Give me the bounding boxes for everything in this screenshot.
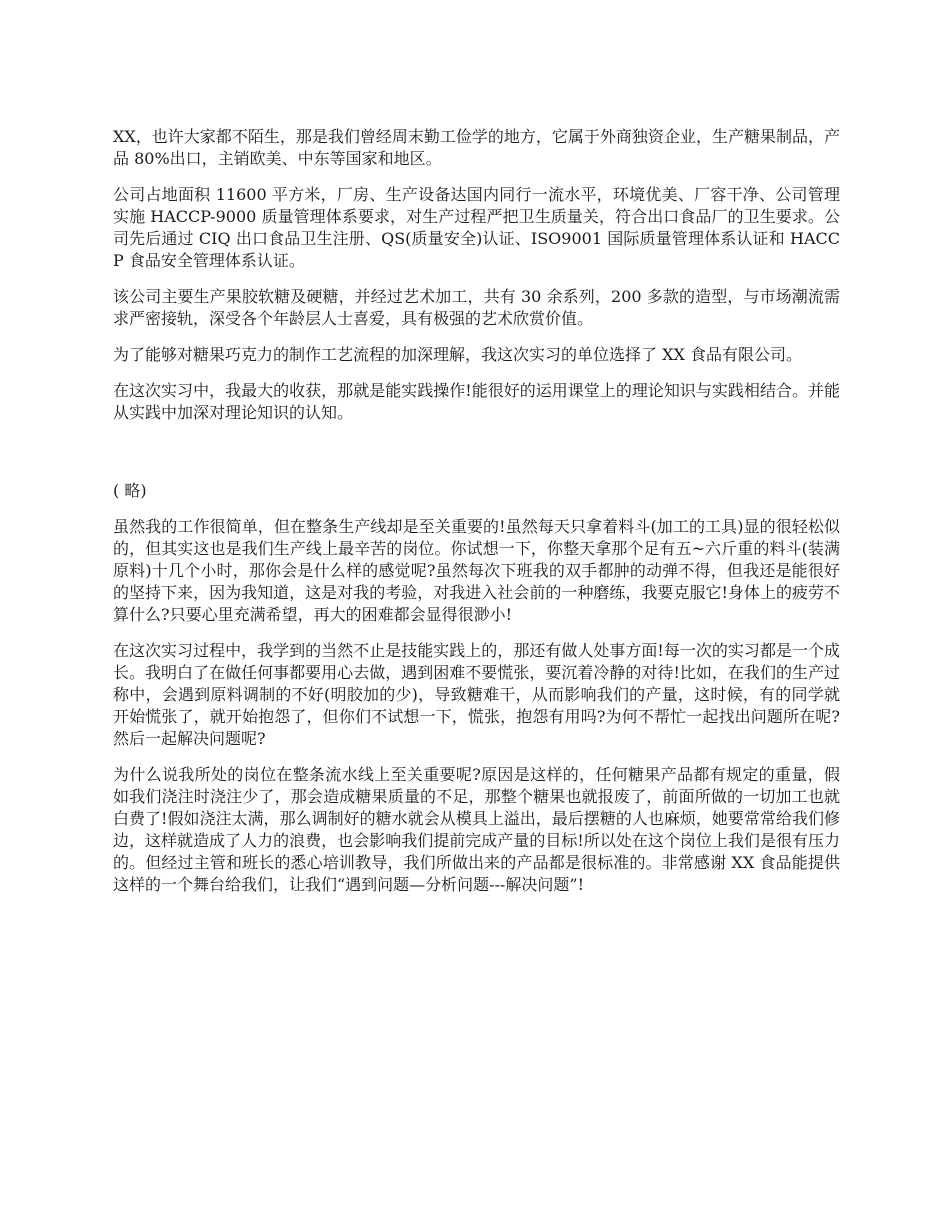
- intro-paragraph-internship-unit: 为了能够对糖果巧克力的制作工艺流程的加深理解，我这次实习的单位选择了 XX 食品有限公司。: [113, 345, 802, 364]
- body-paragraph-work: 虽然我的工作很简单，但在整条生产线却是至关重要的!虽然每天只拿着料斗(加工的工具)显的很轻松似的，但其实这也是我们生产线上最辛苦的岗位。你试想一下，你整天拿那个足有五~六斤重的料斗(装满原料)十几个小时，那你会是什么样的感觉呢?虽然每次下班我的双手都肿的动弹不得，但我还是能很好的坚持下来，因为我知道，这是对我的考验，对我进入社会前的一种磨练，我要克服它!身体上的疲劳不算什么?只要心里充满希望，再大的困难都会显得很渺小!: [113, 517, 840, 624]
- omitted-note: ( 略): [113, 481, 147, 500]
- intro-paragraph-gains: 在这次实习中，我最大的收获，那就是能实践操作!能很好的运用课堂上的理论知识与实践相结合。并能从实践中加深对理论知识的认知。: [113, 381, 840, 422]
- document-body: [113, 126, 840, 910]
- intro-paragraph-company: XX，也许大家都不陌生，那是我们曾经周末勤工俭学的地方，它属于外商独资企业，生产糖果制品，产品 80%出口，主销欧美、中东等国家和地区。: [113, 127, 840, 168]
- intro-paragraph-facilities: 公司占地面积 11600 平方米，厂房、生产设备达国内同行一流水平，环境优美、厂容干净、公司管理实施 HACCP-9000 质量管理体系要求，对生产过程严把卫生质量关，符合出口食品厂的卫生要求。公司先后通过 CIQ 出口食品卫生注册、QS(质量安全)认证、ISO9001 国际质量管理体系认证和 HACCP 食品安全管理体系认证。: [113, 185, 840, 270]
- body-paragraph-growth: 在这次实习过程中，我学到的当然不止是技能实践上的，那还有做人处事方面!每一次的实习都是一个成长。我明白了在做任何事都要用心去做，遇到困难不要慌张，要沉着冷静的对待!比如，在我们的生产过称中，会遇到原料调制的不好(明胶加的少)，导致糖难干，从而影响我们的产量，这时候，有的同学就开始慌张了，就开始抱怨了，但你们不试想一下，慌张，抱怨有用吗?为何不帮忙一起找出问题所在呢?然后一起解决问题呢?: [113, 641, 840, 748]
- intro-paragraph-products: 该公司主要生产果胶软糖及硬糖，并经过艺术加工，共有 30 余系列，200 多款的造型，与市场潮流需求严密接轨，深受各个年龄层人士喜爱，具有极强的艺术欣赏价值。: [113, 287, 840, 328]
- section-spacer: [113, 438, 840, 480]
- body-paragraph-position: 为什么说我所处的岗位在整条流水线上至关重要呢?原因是这样的，任何糖果产品都有规定的重量，假如我们浇注时浇注少了，那会造成糖果质量的不足，那整个糖果也就报废了，前面所做的一切加工也就白费了!假如浇注太满，那么调制好的糖水就会从模具上溢出，最后摆糖的人也麻烦，她要常常给我们修边，这样就造成了人力的浪费，也会影响我们提前完成产量的目标!所以处在这个岗位上我们是很有压力的。但经过主管和班长的悉心培训教导，我们所做出来的产品都是很标准的。非常感谢 XX 食品能提供这样的一个舞台给我们，让我们“遇到问题—分析问题---解决问题”!: [113, 765, 840, 894]
